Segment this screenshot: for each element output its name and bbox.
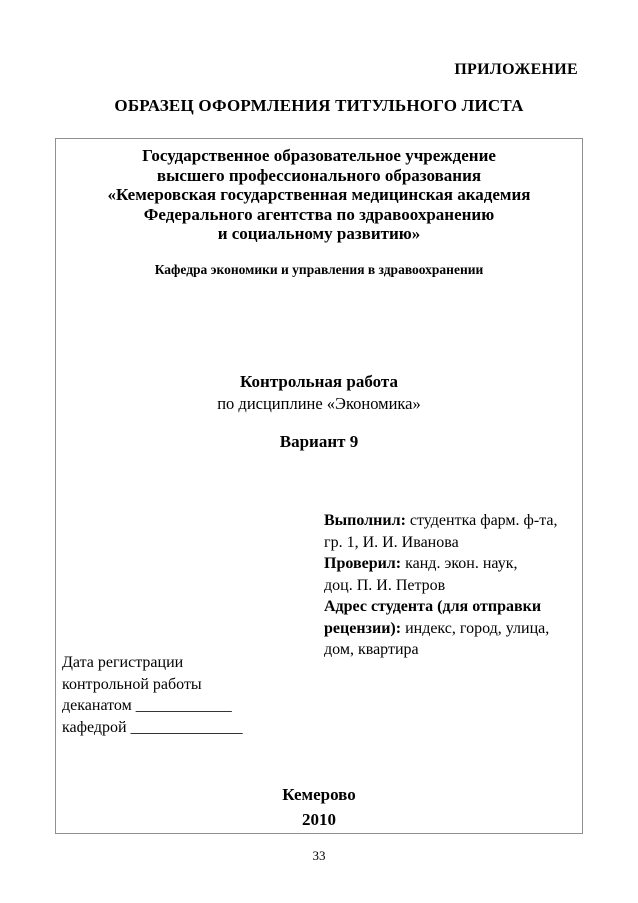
registration-line: кафедрой ______________ bbox=[62, 718, 243, 736]
performer-line bbox=[324, 596, 580, 618]
university-line: Федерального агентства по здравоохранению bbox=[143, 204, 495, 224]
university-line: и социальному развитию» bbox=[217, 224, 421, 243]
performer-line-label: Выполнил: bbox=[324, 512, 406, 529]
department-name: Кафедра экономики и управления в здравоохранении bbox=[154, 261, 484, 277]
appendix-label: ПРИЛОЖЕНИЕ bbox=[454, 61, 578, 78]
work-subtitle: по дисциплине «Экономика» bbox=[217, 394, 421, 413]
performer-line-value: студентка фарм. ф-та, bbox=[405, 512, 558, 529]
performer-line-value: доц. П. И. Петров bbox=[324, 576, 446, 594]
city-label: Кемерово bbox=[282, 785, 356, 804]
performer-line bbox=[324, 553, 580, 575]
university-line: высшего профессионального образования bbox=[156, 165, 482, 185]
variant-label: Вариант 9 bbox=[279, 432, 359, 451]
title-page-box bbox=[55, 138, 583, 834]
performer-line-value: канд. экон. наук, bbox=[401, 555, 518, 572]
registration-line: Дата регистрации bbox=[62, 654, 184, 671]
performer-line-value: дом, квартира bbox=[324, 641, 419, 658]
performer-line bbox=[324, 532, 580, 554]
city-year-block bbox=[56, 783, 582, 832]
registration-block bbox=[62, 652, 243, 738]
performer-line-value: гр. 1, И. И. Иванова bbox=[324, 533, 459, 551]
performer-block bbox=[324, 510, 580, 661]
performer-line bbox=[324, 510, 580, 532]
year-label: 2010 bbox=[302, 809, 336, 829]
work-block bbox=[56, 371, 582, 415]
performer-line-label: Проверил: bbox=[324, 555, 402, 572]
registration-line: контрольной работы bbox=[62, 675, 202, 693]
performer-line bbox=[324, 618, 580, 640]
performer-line-label: рецензии): bbox=[324, 619, 402, 637]
sample-heading: ОБРАЗЕЦ ОФОРМЛЕНИЯ ТИТУЛЬНОГО ЛИСТА bbox=[114, 96, 524, 115]
performer-line-value: индекс, город, улица, bbox=[401, 619, 550, 637]
university-line: Государственное образовательное учреждение bbox=[142, 146, 496, 165]
university-name bbox=[56, 139, 582, 244]
performer-line bbox=[324, 639, 580, 661]
university-line: «Кемеровская государственная медицинская академия bbox=[107, 185, 531, 204]
performer-line-label: Адрес студента (для отправки bbox=[324, 598, 542, 615]
page-number: 33 bbox=[312, 848, 326, 863]
registration-line: деканатом ____________ bbox=[62, 697, 232, 714]
performer-line bbox=[324, 575, 580, 597]
work-title: Контрольная работа bbox=[240, 372, 398, 391]
